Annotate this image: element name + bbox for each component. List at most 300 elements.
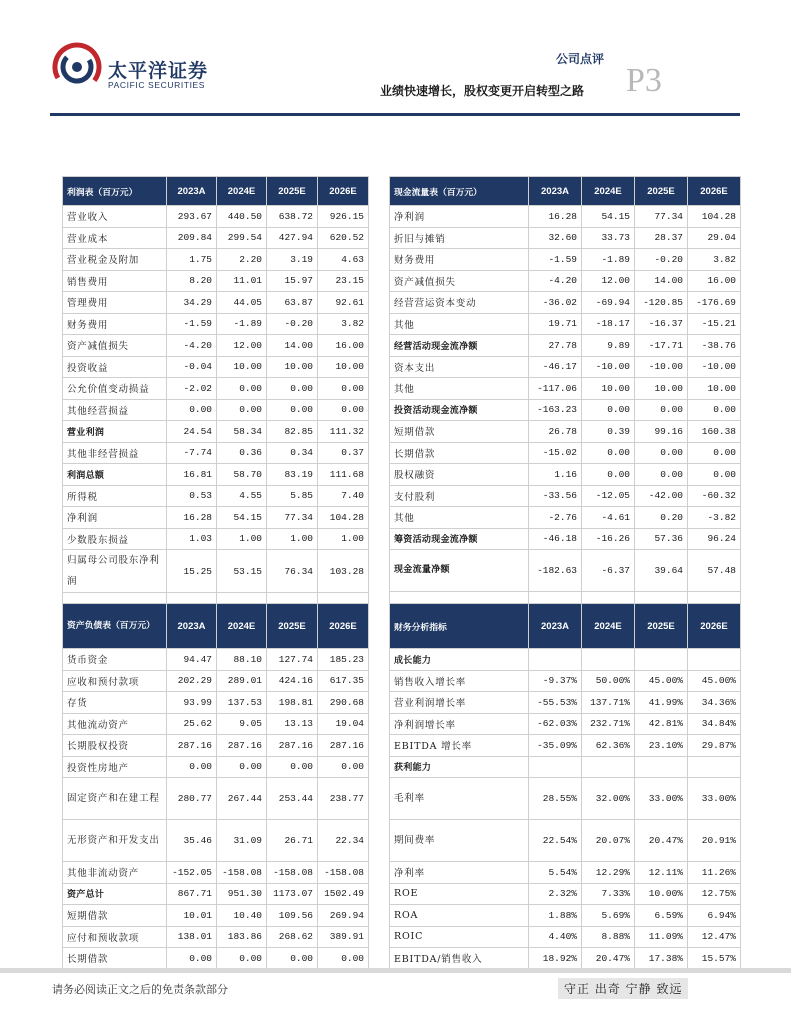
value-cell: 232.71% <box>582 713 635 735</box>
value-cell: 3.19 <box>267 249 318 271</box>
value-cell: 34.29 <box>167 292 217 314</box>
value-cell: 16.00 <box>688 270 741 292</box>
value-cell: 12.00 <box>217 335 267 357</box>
value-cell: 620.52 <box>318 227 369 249</box>
value-cell: 198.81 <box>267 692 318 714</box>
table-row <box>390 670 741 692</box>
value-cell: 16.28 <box>167 507 217 529</box>
value-cell: 14.00 <box>267 335 318 357</box>
value-cell: -4.20 <box>529 270 582 292</box>
value-cell: -10.00 <box>582 356 635 378</box>
value-cell: 111.68 <box>318 464 369 486</box>
disclaimer-note: 请务必阅读正文之后的免责条款部分 <box>52 983 228 996</box>
value-cell: 424.16 <box>267 670 318 692</box>
value-cell: 28.55% <box>529 778 582 820</box>
value-cell: 32.00% <box>582 778 635 820</box>
value-cell: 22.54% <box>529 820 582 862</box>
value-cell: 7.40 <box>318 485 369 507</box>
value-cell: -152.05 <box>167 862 217 884</box>
value-cell: 54.15 <box>217 507 267 529</box>
value-cell: 22.34 <box>318 820 369 862</box>
value-cell: 17.38% <box>635 948 688 970</box>
value-cell: 10.00 <box>217 356 267 378</box>
value-cell: 19.71 <box>529 313 582 335</box>
cashflow-statement-table <box>389 176 741 613</box>
table-row <box>63 905 369 927</box>
value-cell: 88.10 <box>217 649 267 671</box>
row-label: 资产总计 <box>63 883 167 905</box>
value-cell: 58.70 <box>217 464 267 486</box>
table-row <box>63 692 369 714</box>
value-cell: -69.94 <box>582 292 635 314</box>
value-cell: 99.16 <box>635 421 688 443</box>
value-cell: 32.60 <box>529 227 582 249</box>
year-header: 2024E <box>217 177 267 206</box>
value-cell: -55.53% <box>529 692 582 714</box>
value-cell: -12.05 <box>582 485 635 507</box>
value-cell: 867.71 <box>167 883 217 905</box>
value-cell: 1502.49 <box>318 883 369 905</box>
row-label: ROA <box>390 905 529 927</box>
value-cell: 1.00 <box>217 528 267 550</box>
row-label: 资产减值损失 <box>63 335 167 357</box>
table-header-row <box>63 604 369 649</box>
value-cell: 10.40 <box>217 905 267 927</box>
value-cell: 0.00 <box>267 756 318 778</box>
row-label: 资产减值损失 <box>390 270 529 292</box>
value-cell: 5.69% <box>582 905 635 927</box>
value-cell: 34.84% <box>688 713 741 735</box>
row-label: 投资活动现金流净额 <box>390 399 529 421</box>
row-label: 应付和预收款项 <box>63 926 167 948</box>
table-row <box>63 735 369 757</box>
value-cell: 10.00 <box>267 356 318 378</box>
row-label: 其他流动资产 <box>63 713 167 735</box>
table-row <box>390 905 741 927</box>
value-cell: 26.78 <box>529 421 582 443</box>
value-cell: 10.00 <box>688 378 741 400</box>
value-cell: 10.00 <box>582 378 635 400</box>
value-cell: 0.39 <box>582 421 635 443</box>
row-label: 支付股利 <box>390 485 529 507</box>
value-cell: 29.87% <box>688 735 741 757</box>
value-cell: 27.78 <box>529 335 582 357</box>
table-header-row <box>390 177 741 206</box>
value-cell: -46.17 <box>529 356 582 378</box>
value-cell: -15.02 <box>529 442 582 464</box>
value-cell: 0.00 <box>167 948 217 970</box>
row-label: 无形资产和开发支出 <box>63 820 167 862</box>
table-row <box>63 820 369 862</box>
row-label: 其他经营损益 <box>63 399 167 421</box>
value-cell: 11.26% <box>688 862 741 884</box>
table-row <box>63 756 369 778</box>
table-row <box>63 206 369 228</box>
value-cell: 12.00 <box>582 270 635 292</box>
value-cell: 2.20 <box>217 249 267 271</box>
value-cell: 20.47% <box>635 820 688 862</box>
brand-name-en: PACIFIC SECURITIES <box>108 80 206 90</box>
value-cell: -158.08 <box>318 862 369 884</box>
row-label: 净利润 <box>63 507 167 529</box>
value-cell: 0.00 <box>217 378 267 400</box>
value-cell: 82.85 <box>267 421 318 443</box>
value-cell: 103.28 <box>318 550 369 593</box>
table-row <box>63 550 369 593</box>
table-row <box>63 227 369 249</box>
value-cell: 3.82 <box>688 249 741 271</box>
value-cell: 96.24 <box>688 528 741 550</box>
row-label: 现金流量净额 <box>390 550 529 592</box>
value-cell: 11.09% <box>635 926 688 948</box>
row-label: EBITDA/销售收入 <box>390 948 529 970</box>
value-cell: -3.82 <box>688 507 741 529</box>
value-cell: 440.50 <box>217 206 267 228</box>
row-label: 短期借款 <box>63 905 167 927</box>
value-cell: 26.71 <box>267 820 318 862</box>
value-cell: -42.00 <box>635 485 688 507</box>
financial-ratios-table <box>389 603 741 970</box>
value-cell: -35.09% <box>529 735 582 757</box>
value-cell: 6.94% <box>688 905 741 927</box>
row-label: 经营活动现金流净额 <box>390 335 529 357</box>
value-cell: 104.28 <box>688 206 741 228</box>
value-cell: 42.81% <box>635 713 688 735</box>
value-cell: -2.76 <box>529 507 582 529</box>
value-cell: -4.61 <box>582 507 635 529</box>
table-row <box>390 820 741 862</box>
value-cell: 31.09 <box>217 820 267 862</box>
value-cell: 16.28 <box>529 206 582 228</box>
value-cell: -17.71 <box>635 335 688 357</box>
value-cell: 0.37 <box>318 442 369 464</box>
row-label: 固定资产和在建工程 <box>63 778 167 820</box>
value-cell: 1173.07 <box>267 883 318 905</box>
value-cell: 287.16 <box>267 735 318 757</box>
year-header: 2023A <box>529 604 582 649</box>
value-cell: 28.37 <box>635 227 688 249</box>
value-cell: 137.53 <box>217 692 267 714</box>
value-cell: -0.04 <box>167 356 217 378</box>
value-cell: 7.33% <box>582 883 635 905</box>
value-cell: 20.91% <box>688 820 741 862</box>
value-cell: 53.15 <box>217 550 267 593</box>
value-cell: 16.81 <box>167 464 217 486</box>
value-cell: 4.63 <box>318 249 369 271</box>
row-label: 投资收益 <box>63 356 167 378</box>
year-header: 2026E <box>688 604 741 649</box>
value-cell: 33.73 <box>582 227 635 249</box>
value-cell: 29.04 <box>688 227 741 249</box>
table-row <box>63 378 369 400</box>
table-row <box>390 862 741 884</box>
value-cell: 15.97 <box>267 270 318 292</box>
value-cell: 14.00 <box>635 270 688 292</box>
table-row <box>390 227 741 249</box>
table-row <box>390 421 741 443</box>
table-row <box>390 335 741 357</box>
row-label: 长期股权投资 <box>63 735 167 757</box>
value-cell: -163.23 <box>529 399 582 421</box>
value-cell: -10.00 <box>635 356 688 378</box>
income-statement-table <box>62 176 369 614</box>
ratios-rows <box>390 649 741 970</box>
value-cell: 280.77 <box>167 778 217 820</box>
value-cell: 18.92% <box>529 948 582 970</box>
value-cell <box>582 756 635 778</box>
value-cell: 137.71% <box>582 692 635 714</box>
value-cell: 0.00 <box>635 399 688 421</box>
table-row <box>390 378 741 400</box>
value-cell: -6.37 <box>582 550 635 592</box>
value-cell <box>688 756 741 778</box>
table-row <box>63 442 369 464</box>
value-cell: 11.01 <box>217 270 267 292</box>
value-cell: 8.20 <box>167 270 217 292</box>
row-label: 投资性房地产 <box>63 756 167 778</box>
row-label: 股权融资 <box>390 464 529 486</box>
value-cell: 10.00% <box>635 883 688 905</box>
table-row <box>390 713 741 735</box>
table-row <box>390 735 741 757</box>
value-cell: -18.17 <box>582 313 635 335</box>
value-cell: -33.56 <box>529 485 582 507</box>
value-cell: 127.74 <box>267 649 318 671</box>
value-cell: 58.34 <box>217 421 267 443</box>
row-label: 营业税金及附加 <box>63 249 167 271</box>
table-row <box>63 421 369 443</box>
value-cell: 15.25 <box>167 550 217 593</box>
year-header: 2023A <box>529 177 582 206</box>
value-cell: -7.74 <box>167 442 217 464</box>
year-header: 2024E <box>582 177 635 206</box>
value-cell: 1.00 <box>267 528 318 550</box>
value-cell: 5.85 <box>267 485 318 507</box>
balance-rows <box>63 649 369 970</box>
value-cell: 0.00 <box>167 399 217 421</box>
value-cell: 8.88% <box>582 926 635 948</box>
year-header: 2026E <box>318 177 369 206</box>
row-label: 营业利润 <box>63 421 167 443</box>
value-cell: -176.69 <box>688 292 741 314</box>
value-cell: 287.16 <box>217 735 267 757</box>
table-row <box>63 528 369 550</box>
row-label: 营业成本 <box>63 227 167 249</box>
value-cell: 617.35 <box>318 670 369 692</box>
report-type: 公司点评 <box>556 52 605 66</box>
table-row <box>390 883 741 905</box>
table-row <box>390 485 741 507</box>
row-label: 净利润增长率 <box>390 713 529 735</box>
value-cell: 23.10% <box>635 735 688 757</box>
value-cell: 0.00 <box>167 756 217 778</box>
value-cell: 77.34 <box>635 206 688 228</box>
table-row <box>390 442 741 464</box>
row-label: 财务费用 <box>390 249 529 271</box>
value-cell <box>635 756 688 778</box>
row-label: 利润总额 <box>63 464 167 486</box>
value-cell: 0.36 <box>217 442 267 464</box>
row-label: EBITDA 增长率 <box>390 735 529 757</box>
value-cell: 23.15 <box>318 270 369 292</box>
row-label: 应收和预付款项 <box>63 670 167 692</box>
row-label: 长期借款 <box>390 442 529 464</box>
value-cell: 0.00 <box>267 399 318 421</box>
value-cell: 54.15 <box>582 206 635 228</box>
value-cell: 0.53 <box>167 485 217 507</box>
table-row <box>63 778 369 820</box>
table-row <box>390 399 741 421</box>
value-cell: 111.32 <box>318 421 369 443</box>
row-label: 其他非经营损益 <box>63 442 167 464</box>
row-label: 营业利润增长率 <box>390 692 529 714</box>
value-cell: 34.36% <box>688 692 741 714</box>
table-title: 资产负债表（百万元） <box>63 604 167 649</box>
value-cell: 1.00 <box>318 528 369 550</box>
table-title: 现金流量表（百万元） <box>390 177 529 206</box>
row-label: 长期借款 <box>63 948 167 970</box>
balance-sheet-table <box>62 603 369 970</box>
row-label: 管理费用 <box>63 292 167 314</box>
value-cell: 76.34 <box>267 550 318 593</box>
value-cell: 293.67 <box>167 206 217 228</box>
table-row <box>63 926 369 948</box>
table-row <box>63 464 369 486</box>
row-label: 其他 <box>390 507 529 529</box>
value-cell: 93.99 <box>167 692 217 714</box>
table-row <box>390 313 741 335</box>
table-row <box>63 292 369 314</box>
value-cell: 45.00% <box>635 670 688 692</box>
value-cell: 389.91 <box>318 926 369 948</box>
value-cell: 109.56 <box>267 905 318 927</box>
table-row <box>63 313 369 335</box>
value-cell: 15.57% <box>688 948 741 970</box>
table-row <box>390 507 741 529</box>
value-cell: 9.05 <box>217 713 267 735</box>
value-cell: 926.15 <box>318 206 369 228</box>
value-cell: 238.77 <box>318 778 369 820</box>
table-row <box>390 528 741 550</box>
value-cell: 1.16 <box>529 464 582 486</box>
value-cell: -182.63 <box>529 550 582 592</box>
year-header: 2025E <box>635 604 688 649</box>
value-cell: 3.82 <box>318 313 369 335</box>
row-label: 获利能力 <box>390 756 529 778</box>
brand-name-cn: 太平洋证券 <box>108 60 209 82</box>
table-row <box>63 649 369 671</box>
value-cell: -16.37 <box>635 313 688 335</box>
value-cell <box>529 756 582 778</box>
value-cell: 16.00 <box>318 335 369 357</box>
table-row <box>390 270 741 292</box>
table-row <box>390 756 741 778</box>
value-cell: 9.89 <box>582 335 635 357</box>
table-row <box>63 507 369 529</box>
value-cell: -120.85 <box>635 292 688 314</box>
page-number: P3 <box>626 62 662 99</box>
table-row <box>63 713 369 735</box>
table-title: 财务分析指标 <box>390 604 529 649</box>
value-cell: 0.00 <box>217 756 267 778</box>
row-label: 毛利率 <box>390 778 529 820</box>
value-cell: 289.01 <box>217 670 267 692</box>
value-cell: 0.00 <box>217 948 267 970</box>
row-label: 其他 <box>390 313 529 335</box>
value-cell: 6.59% <box>635 905 688 927</box>
row-label: 归属母公司股东净利润 <box>63 550 167 593</box>
table-row <box>390 249 741 271</box>
value-cell: 35.46 <box>167 820 217 862</box>
value-cell: 0.00 <box>318 399 369 421</box>
value-cell: 10.00 <box>635 378 688 400</box>
value-cell: 4.40% <box>529 926 582 948</box>
value-cell: 19.04 <box>318 713 369 735</box>
year-header: 2025E <box>635 177 688 206</box>
value-cell: 33.00% <box>635 778 688 820</box>
value-cell: -15.21 <box>688 313 741 335</box>
cashflow-rows <box>390 206 741 613</box>
value-cell: 0.20 <box>635 507 688 529</box>
value-cell: 44.05 <box>217 292 267 314</box>
value-cell: 39.64 <box>635 550 688 592</box>
value-cell: 951.30 <box>217 883 267 905</box>
value-cell: 0.00 <box>318 756 369 778</box>
row-label: 短期借款 <box>390 421 529 443</box>
value-cell: 62.36% <box>582 735 635 757</box>
row-label: 存货 <box>63 692 167 714</box>
table-row <box>390 692 741 714</box>
value-cell: 0.00 <box>688 399 741 421</box>
company-slogan: 守正 出奇 宁静 致远 <box>558 978 688 999</box>
value-cell: -158.08 <box>217 862 267 884</box>
value-cell: -0.20 <box>635 249 688 271</box>
year-header: 2025E <box>267 604 318 649</box>
value-cell: -60.32 <box>688 485 741 507</box>
table-row <box>390 356 741 378</box>
table-row <box>63 356 369 378</box>
value-cell: 12.47% <box>688 926 741 948</box>
value-cell: 0.00 <box>318 378 369 400</box>
value-cell: 290.68 <box>318 692 369 714</box>
value-cell: 185.23 <box>318 649 369 671</box>
table-row <box>63 883 369 905</box>
row-label: 销售收入增长率 <box>390 670 529 692</box>
value-cell: 0.00 <box>688 442 741 464</box>
table-row <box>63 399 369 421</box>
value-cell: 1.75 <box>167 249 217 271</box>
row-label: ROE <box>390 883 529 905</box>
value-cell: -46.18 <box>529 528 582 550</box>
year-header: 2026E <box>318 604 369 649</box>
value-cell: -62.03% <box>529 713 582 735</box>
row-label: 筹资活动现金流净额 <box>390 528 529 550</box>
row-label: 其他非流动资产 <box>63 862 167 884</box>
row-label: 所得税 <box>63 485 167 507</box>
value-cell: 57.48 <box>688 550 741 592</box>
table-row <box>63 485 369 507</box>
value-cell: 92.61 <box>318 292 369 314</box>
value-cell: -38.76 <box>688 335 741 357</box>
value-cell: 12.11% <box>635 862 688 884</box>
value-cell: 77.34 <box>267 507 318 529</box>
value-cell: 0.00 <box>267 378 318 400</box>
value-cell: 5.54% <box>529 862 582 884</box>
value-cell: -1.59 <box>529 249 582 271</box>
row-label: 营业收入 <box>63 206 167 228</box>
value-cell: 104.28 <box>318 507 369 529</box>
table-row <box>63 948 369 970</box>
